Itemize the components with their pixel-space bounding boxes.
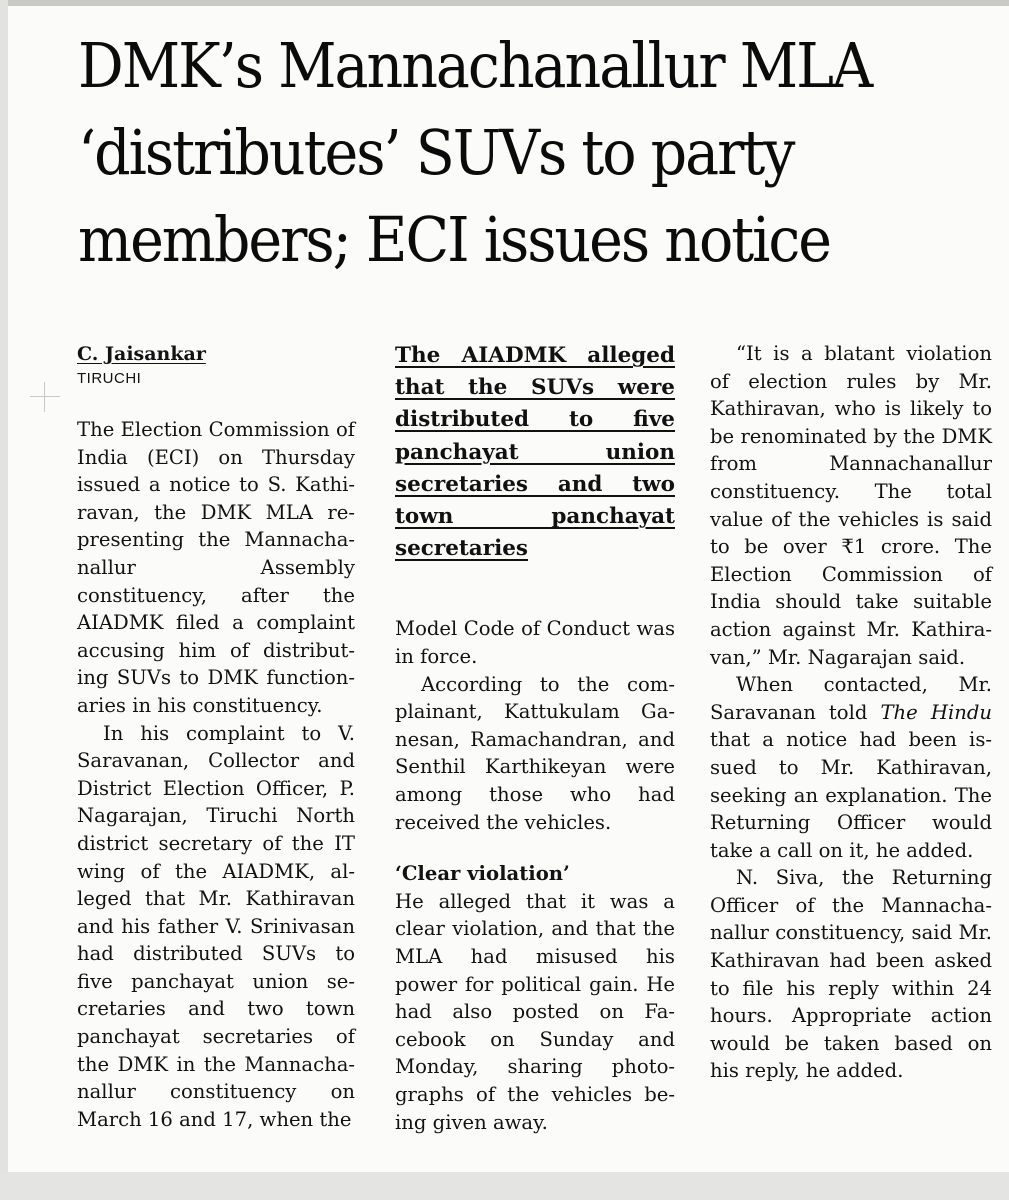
- headline: [78, 22, 915, 283]
- pull-quote-text: The AIADMK alleged that the SUVs were distributed to five panchayat union secretaries and two town panchayat secretaries: [395, 343, 675, 562]
- newspaper-name: The Hindu: [880, 700, 992, 724]
- paragraph-5: “It is a blatant violation of election rules by Mr. Kathiravan, who is likely to be renominated by the DMK from Mannachanallur constituency. The total value of the vehicles is said to be over ₹1 crore. The Election Commission of India should take suitable action against Mr. Kathiravan,” Mr. Nagarajan said.: [710, 342, 992, 669]
- crop-mark-icon: [30, 382, 60, 412]
- subhead: ‘Clear violation’: [395, 862, 570, 886]
- headline-line-2: ‘distributes’ SUVs to party: [78, 116, 794, 189]
- scan-border-bottom: [0, 1172, 1009, 1200]
- headline-line-3: members; ECI issues notice: [78, 203, 831, 276]
- dateline: TIRUCHI: [77, 370, 142, 387]
- paragraph-6: [710, 671, 992, 864]
- article-column-3: [710, 340, 992, 1085]
- pull-quote: [395, 340, 675, 565]
- paragraph-3: According to the complainant, Kattukulam Ganesan, Ramachandran, and Senthil Karthikeyan were among those who had received the vehicles.: [395, 672, 675, 834]
- paragraph-1: The Election Commission of India (ECI) on Thursday issued a notice to S. Kathiravan, the DMK MLA representing the Mannachanallur Assembly constituency, after the AIADMK filed a complaint accusing him of distributing SUVs to DMK functionaries in his constituency.: [77, 418, 355, 717]
- paragraph-7: N. Siva, the Returning Officer of the Mannachanallur constituency, said Mr. Kathiravan had been asked to file his reply within 24 hours. Appropriate action would be taken based on his reply, he added.: [710, 866, 992, 1083]
- paragraph-2-continued: Model Code of Conduct was in force.: [395, 617, 675, 669]
- paragraph-4: He alleged that it was a clear violation, and that the MLA had misused his power for political gain. He had also posted on Facebook on Sunday and Monday, sharing photographs of the vehicles being given away.: [395, 889, 675, 1134]
- scan-border-left: [0, 0, 8, 1200]
- headline-line-1: DMK’s Mannachanallur MLA: [78, 29, 872, 102]
- scan-border-top: [0, 0, 1009, 6]
- article-column-1: [77, 340, 355, 1133]
- author-byline[interactable]: C. Jaisankar: [77, 343, 206, 365]
- paragraph-6-text-a: When contacted, Mr. Saravanan told: [710, 673, 992, 724]
- article-column-2: [395, 340, 675, 1136]
- paragraph-2: In his complaint to V. Saravanan, Collector and District Election Officer, P. Nagarajan, Tiruchi North district secretary of the IT wing of the AIADMK, alleged that Mr. Kathiravan and his father V. Srinivasan had distributed SUVs to five panchayat union secretaries and two town panchayat secretaries of the DMK in the Mannachanallur constituency on March 16 and 17, when the: [77, 721, 355, 1131]
- paragraph-6-text-b: that a notice had been issued to Mr. Kathiravan, seeking an explanation. The Returning Officer would take a call on it, he added.: [710, 728, 992, 862]
